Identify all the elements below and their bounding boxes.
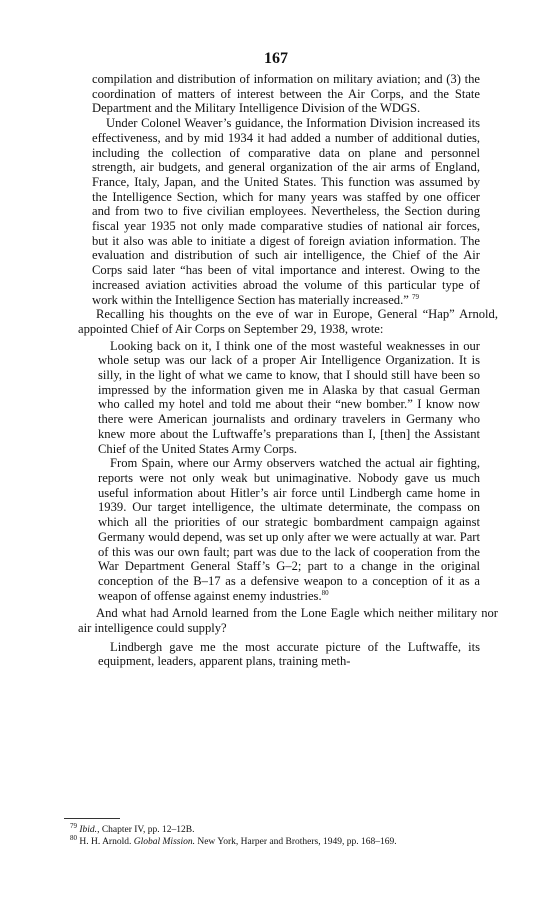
paragraph-arnold-recall: Recalling his thoughts on the eve of war in Europe, General “Hap” Arnold, appointed Chief of Air Corps on September 29, 1938, wrote: [78, 307, 498, 336]
footnote-text: H. H. Arnold. [79, 837, 134, 847]
block-quote [78, 339, 480, 604]
quote-paragraph [98, 456, 480, 603]
block-quote [78, 640, 480, 669]
paragraph-continuation: compilation and distribution of information on military aviation; and (3) the coordination of matters of interest between the Air Corps, and the State Department and the Military Intelligence Division of the WDGS. [92, 72, 480, 116]
footnote-divider [64, 818, 120, 819]
footnote-79 [60, 821, 500, 836]
footnote-ref: 80 [321, 588, 329, 597]
footnotes [60, 821, 500, 848]
quote-paragraph: Looking back on it, I think one of the most wasteful weaknesses in our whole setup was our lack of a proper Air Intelligence Organization. It is silly, in the light of what we came to know, that I should still have been so impressed by the information given me in Alaska by that casual German who called my hotel and told me about their “new bomber.” I know now there were American journalists and ordinary travelers in Germany who knew more about the Luftwaffe’s preparations than I, [then] the Assistant Chief of the United States Army Corps. [98, 338, 480, 456]
quote-paragraph: Lindbergh gave me the most accurate picture of the Luftwaffe, its equipment, leaders, apparent plans, training meth- [98, 639, 480, 669]
footnote-italic: Ibid. [79, 825, 98, 835]
page-number: 167 [264, 50, 288, 67]
footnote-text: New York, Harper and Brothers, 1949, pp. 168–169. [194, 837, 397, 847]
footnote-text: , Chapter IV, pp. 12–12B. [97, 825, 195, 835]
footnote-italic: Global Mission. [133, 837, 195, 847]
paragraph-lone-eagle: And what had Arnold learned from the Lone Eagle which neither military nor air intelligence could supply? [78, 606, 498, 636]
footnote-mark: 79 [70, 821, 77, 830]
quote-text: From Spain, where our Army observers watched the actual air fighting, reports were not only weak but unimaginative. Nobody gave us much useful information about Hitler’s air force until Lindbergh came home in 1939. Our target intelligence, the ultimate determinate, the compass on which all the priorities of our strategic bombardment campaign against Germany would depend, was set up only after we were actually at war. Part of this was our own fault; part was due to the lack of cooperation from the War Department General Staff’s G–2; part to a change in the original conception of the B–17 as a defensive weapon to a conception of it as a weapon of offense against enemy industries. [98, 456, 480, 603]
paragraph-information-division [92, 116, 480, 307]
indented-section [78, 72, 480, 307]
body-text [78, 72, 498, 669]
footnote-mark: 80 [70, 833, 77, 842]
footnote-80 [60, 833, 500, 848]
paragraph-text: Under Colonel Weaver’s guidance, the Information Division increased its effectiveness, and by mid 1934 it had added a number of additional duties, including the collection of comparative data on plane and personnel strength, air budgets, and general organization of the air arms of England, France, Italy, Japan, and the United States. This function was assumed by the Intelligence Section, which for many years was staffed by one officer and from two to five civilian employees. Nevertheless, the Section during fiscal year 1935 not only made comparative studies of national air forces, but it also was able to initiate a digest of foreign aviation information. The evaluation and distribution of such air intelligence, the Chief of the Air Corps said later “has been of vital importance and interest. Owing to the increased aviation activities abroad the volume of this particular type of work within the Intelligence Section has materially increased.” [92, 116, 480, 307]
footnote-ref: 79 [412, 292, 419, 301]
